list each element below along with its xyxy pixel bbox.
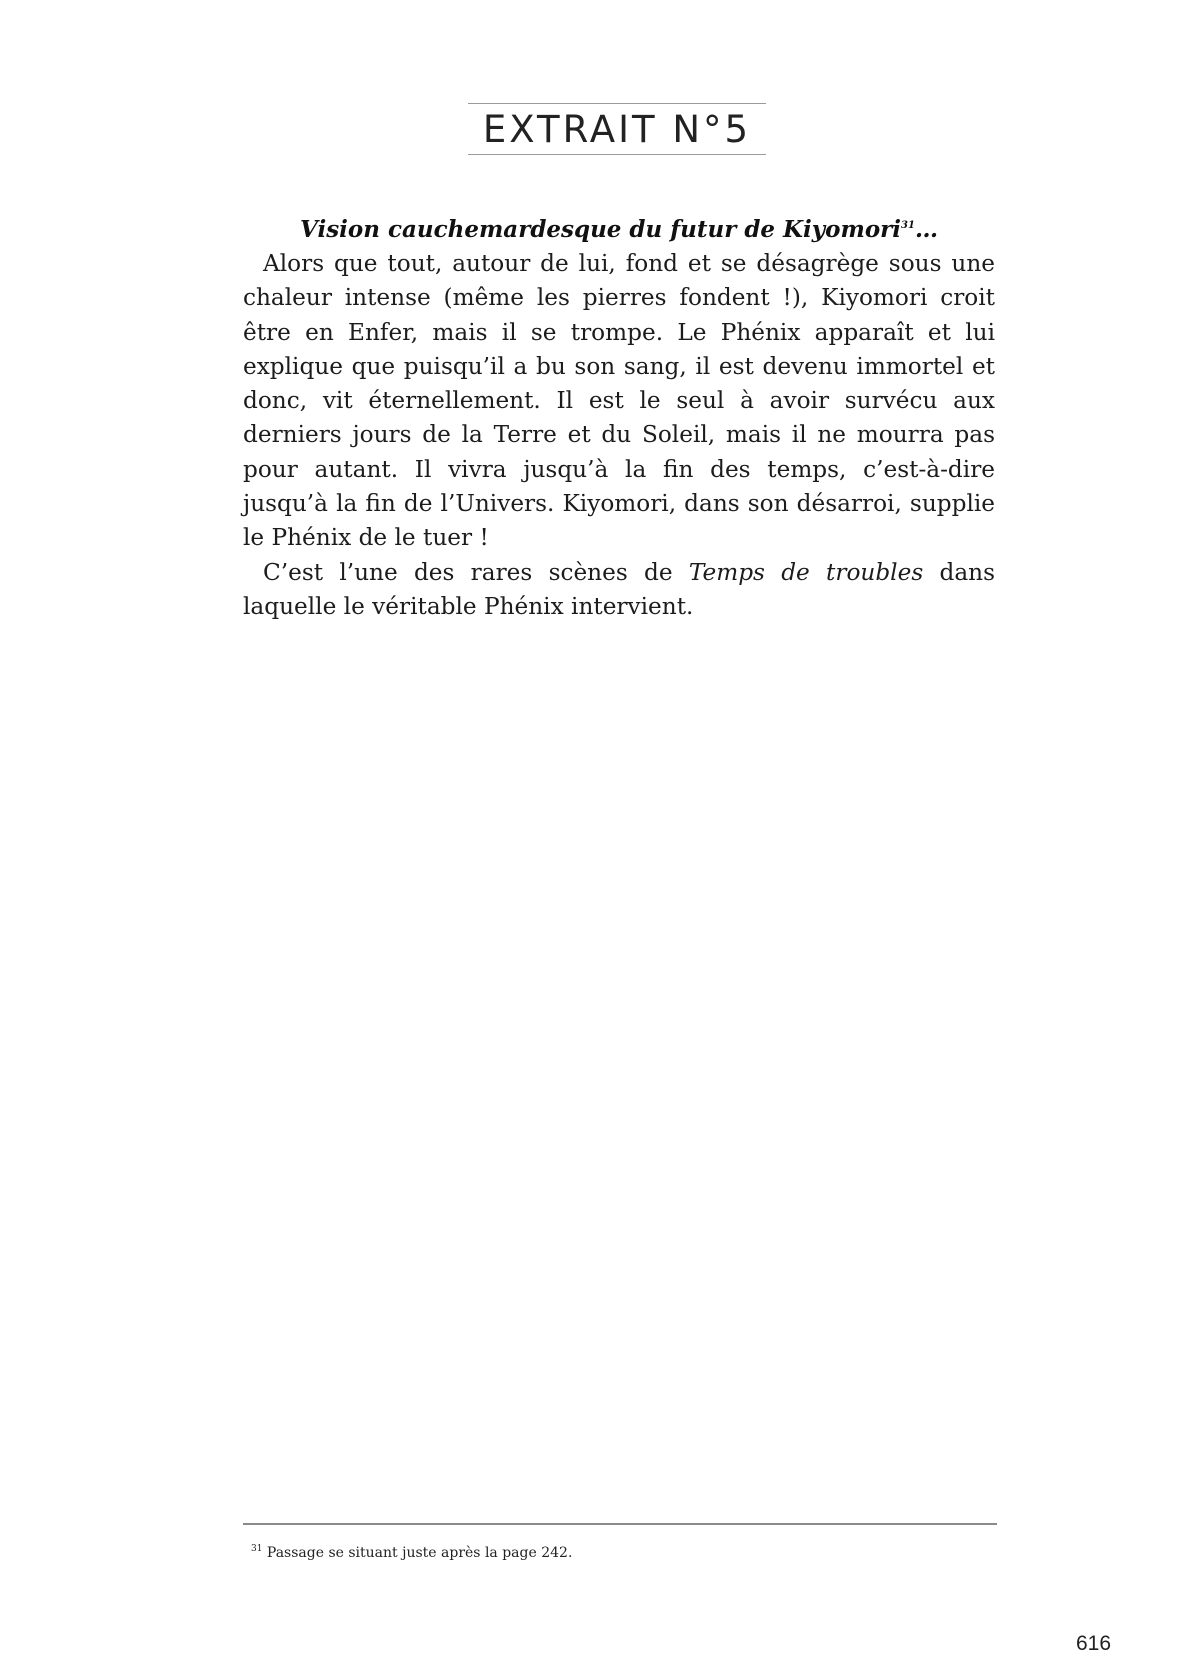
chapter-heading: EXTRAIT N°5 [482, 107, 752, 151]
paragraph-2 [243, 556, 995, 625]
paragraph-1: Alors que tout, autour de lui, fond et se désagrège sous une chaleur intense (même les pierres fondent !), Kiyomori croit être en Enfer, mais il se trompe. Le Phénix apparaît et lui explique que puisqu’il a bu son sang, il est devenu immortel et donc, vit éternellement. Il est le seul à avoir survécu aux derniers jours de la Terre et du Soleil, mais il ne mourra pas pour autant. Il vivra jusqu’à la fin des temps, c’est-à-dire jusqu’à la fin de l’Univers. Kiyomori, dans son désarroi, supplie le Phénix de le tuer ! [243, 250, 995, 552]
paragraph-2-start: C’est l’une des rares scènes de [263, 558, 689, 586]
subtitle-ellipsis: … [914, 216, 938, 243]
section-subtitle [243, 213, 995, 247]
subtitle-text: Vision cauchemardesque du futur de Kiyomori [300, 216, 902, 243]
footnote [251, 1545, 572, 1561]
chapter-heading-box [468, 103, 766, 155]
paragraph-2-end: dans laquelle le véritable Phénix intervient. [243, 558, 995, 620]
footnote-text: Passage se situant juste après la page 242. [266, 1545, 573, 1561]
footnote-reference[interactable]: 31 [901, 220, 915, 231]
body-text [243, 213, 995, 624]
page-number: 616 [1076, 1632, 1112, 1655]
footnote-divider [243, 1523, 997, 1525]
book-title: Temps de troubles [688, 558, 924, 586]
footnote-number: 31 [251, 1544, 263, 1554]
